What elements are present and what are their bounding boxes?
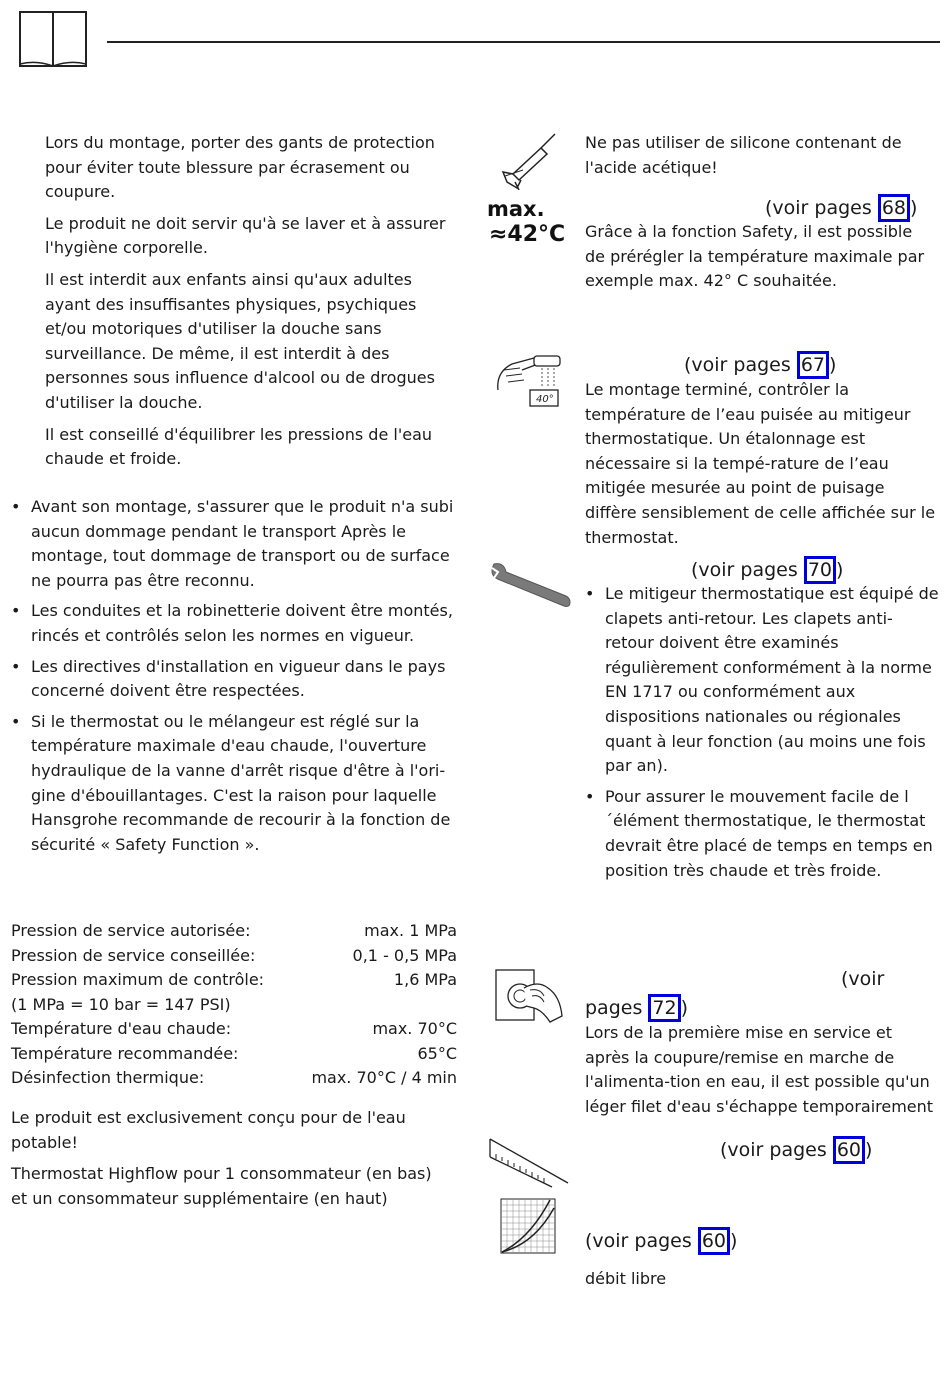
page-link[interactable]: 60 — [833, 1136, 865, 1164]
safety-text: Grâce à la fonction Safety, il est possible de prérégler la température maximale par exemple max. 42° C souhaitée. — [585, 222, 925, 291]
spec-row — [11, 919, 457, 944]
spec-label: Pression de service autorisée: — [11, 921, 251, 940]
maintenance-bullet: • Pour assurer le mouvement facile de l´élément thermostatique, le thermostat devrait être placé de temps en temps en position très chaude et très froide. — [585, 785, 940, 883]
maintenance-bullets — [585, 582, 940, 889]
spec-label: Désinfection thermique: — [11, 1068, 205, 1087]
spec-value: max. 70°C / 4 min — [311, 1068, 457, 1087]
page-link[interactable]: 70 — [804, 556, 836, 584]
spec-value: 1,6 MPa — [393, 970, 457, 989]
header-book-icon-wrap — [18, 10, 88, 68]
wrench-icon-wrap — [488, 560, 572, 610]
spec-value: 0,1 - 0,5 MPa — [352, 945, 457, 965]
ruler-icon — [488, 1137, 570, 1189]
spec-value: max. 70°C — [372, 1019, 457, 1038]
safety-paragraph: Il est conseillé d'équilibrer les pressions de l'eau chaude et froide. — [45, 424, 433, 469]
spec-value: max. 1 MPa — [364, 921, 457, 940]
safety-paragraph: Il est interdit aux enfants ainsi qu'aux adultes ayant des insuffisantes physiques, psychiques et/ou motoriques d'utiliser la douche sans surveillance. De même, il est interdit à des personnes sous influence d'alcool ou de drogues d'utiliser la douche. — [45, 269, 435, 412]
product-note: Thermostat Highflow pour 1 consommateur (en bas) et un consommateur supplémentaire (en haut) — [11, 1164, 432, 1208]
spec-label: Pression maximum de contrôle: — [11, 970, 265, 989]
safety-paragraph: Lors du montage, porter des gants de protection pour éviter toute blessure par écrasement ou coupure. — [45, 133, 435, 202]
first-use-page-ref-b: pages 72 ) — [585, 994, 688, 1022]
thermometer-display: 40° — [536, 394, 554, 405]
silicone-gun-icon — [497, 132, 559, 190]
flow-chart-icon-wrap — [500, 1198, 556, 1254]
spec-row — [11, 944, 457, 969]
spec-label: Température recommandée: — [11, 1043, 239, 1063]
spec-label: (1 MPa = 10 bar = 147 PSI) — [11, 994, 231, 1014]
page-link[interactable]: 68 — [878, 194, 910, 222]
book-icon — [18, 10, 88, 68]
calibration-text: Le montage terminé, contrôler la température de l’eau puisée au mitigeur thermostatique. Un étalonnage est nécessaire si la tempé-rature de l’eau mitigée mesurée au point de puisage diffère sensiblement de celle affichée sur le thermostat. — [585, 380, 936, 547]
spec-row — [11, 1017, 457, 1042]
first-use-text: Lors de la première mise en service et après la coupure/remise en marche de l'alimenta-tion en eau, il est possible qu'un léger filet d'eau s'échappe temporairement — [585, 1023, 934, 1116]
wrench-icon — [488, 560, 572, 610]
hand-on-knob-icon — [494, 966, 566, 1024]
flow-chart-icon — [500, 1198, 556, 1254]
header-rule — [107, 41, 940, 43]
notes — [11, 1106, 451, 1218]
spec-value: 65°C — [417, 1043, 457, 1063]
spec-row — [11, 968, 457, 993]
maintenance-page-ref: (voir pages 70 ) — [691, 556, 843, 584]
install-bullet: • Avant son montage, s'assurer que le produit n'a subi aucun dommage pendant le transport Après le montage, tout dommage de transport ou de surface ne pourra pas être reconnu. — [11, 495, 456, 593]
flow-page-ref: (voir pages 60 ) — [585, 1227, 737, 1255]
safety-page-ref: (voir pages 68 ) — [765, 194, 917, 222]
page-link[interactable]: 72 — [648, 994, 680, 1022]
calibration-icon-wrap — [494, 350, 564, 410]
max-label: max. — [487, 197, 545, 221]
silicone-gun-icon-wrap — [497, 132, 559, 190]
spec-row — [11, 993, 457, 1018]
maintenance-bullet: • Le mitigeur thermostatique est équipé de clapets anti-retour. Les clapets anti-retour doivent être examinés régulièrement conformément à la norme EN 1717 ou conformément aux dispositions nationales ou régionales quant à leur fonction (au moins une fois par an). — [585, 582, 940, 779]
safety-paragraphs — [45, 131, 460, 479]
spec-label: Pression de service conseillée: — [11, 945, 256, 965]
ruler-icon-wrap — [488, 1137, 570, 1189]
spec-row — [11, 1042, 457, 1067]
dimensions-page-ref: (voir pages 60 ) — [720, 1136, 872, 1164]
spec-row — [11, 1066, 457, 1091]
flow-caption: débit libre — [585, 1269, 667, 1288]
page-link[interactable]: 60 — [698, 1227, 730, 1255]
spec-table — [11, 919, 457, 1091]
page-link[interactable]: 67 — [797, 351, 829, 379]
thermometer-hand-icon — [494, 350, 564, 410]
install-bullet: • Si le thermostat ou le mélangeur est réglé sur la température maximale d'eau chaude, l'ouverture hydraulique de la vanne d'arrêt risque d'être à l'ori-gine d'ébouillantages. C'est la raison pour laquelle Hansgrohe recommande de recourir à la fonction de sécurité « Safety Function ». — [11, 710, 456, 858]
install-bullet: • Les conduites et la robinetterie doivent être montés, rincés et contrôlés selon les normes en vigueur. — [11, 599, 456, 648]
install-bullets — [11, 495, 456, 863]
calibration-page-ref: (voir pages 67 ) — [684, 351, 836, 379]
temp-label: ≈42°C — [489, 222, 566, 247]
potable-note: Le produit est exclusivement conçu pour de l'eau potable! — [11, 1108, 406, 1152]
spec-label: Température d'eau chaude: — [11, 1019, 232, 1038]
install-bullet: • Les directives d'installation en vigueur dans le pays concerné doivent être respectées. — [11, 655, 456, 704]
silicone-text: Ne pas utiliser de silicone contenant de l'acide acétique! — [585, 133, 902, 177]
safety-paragraph: Le produit ne doit servir qu'à se laver et à assurer l'hygiène corporelle. — [45, 213, 446, 258]
max-temp-badge — [487, 196, 577, 248]
first-use-icon-wrap — [494, 966, 566, 1024]
first-use-page-ref-a: (voir — [841, 968, 885, 990]
